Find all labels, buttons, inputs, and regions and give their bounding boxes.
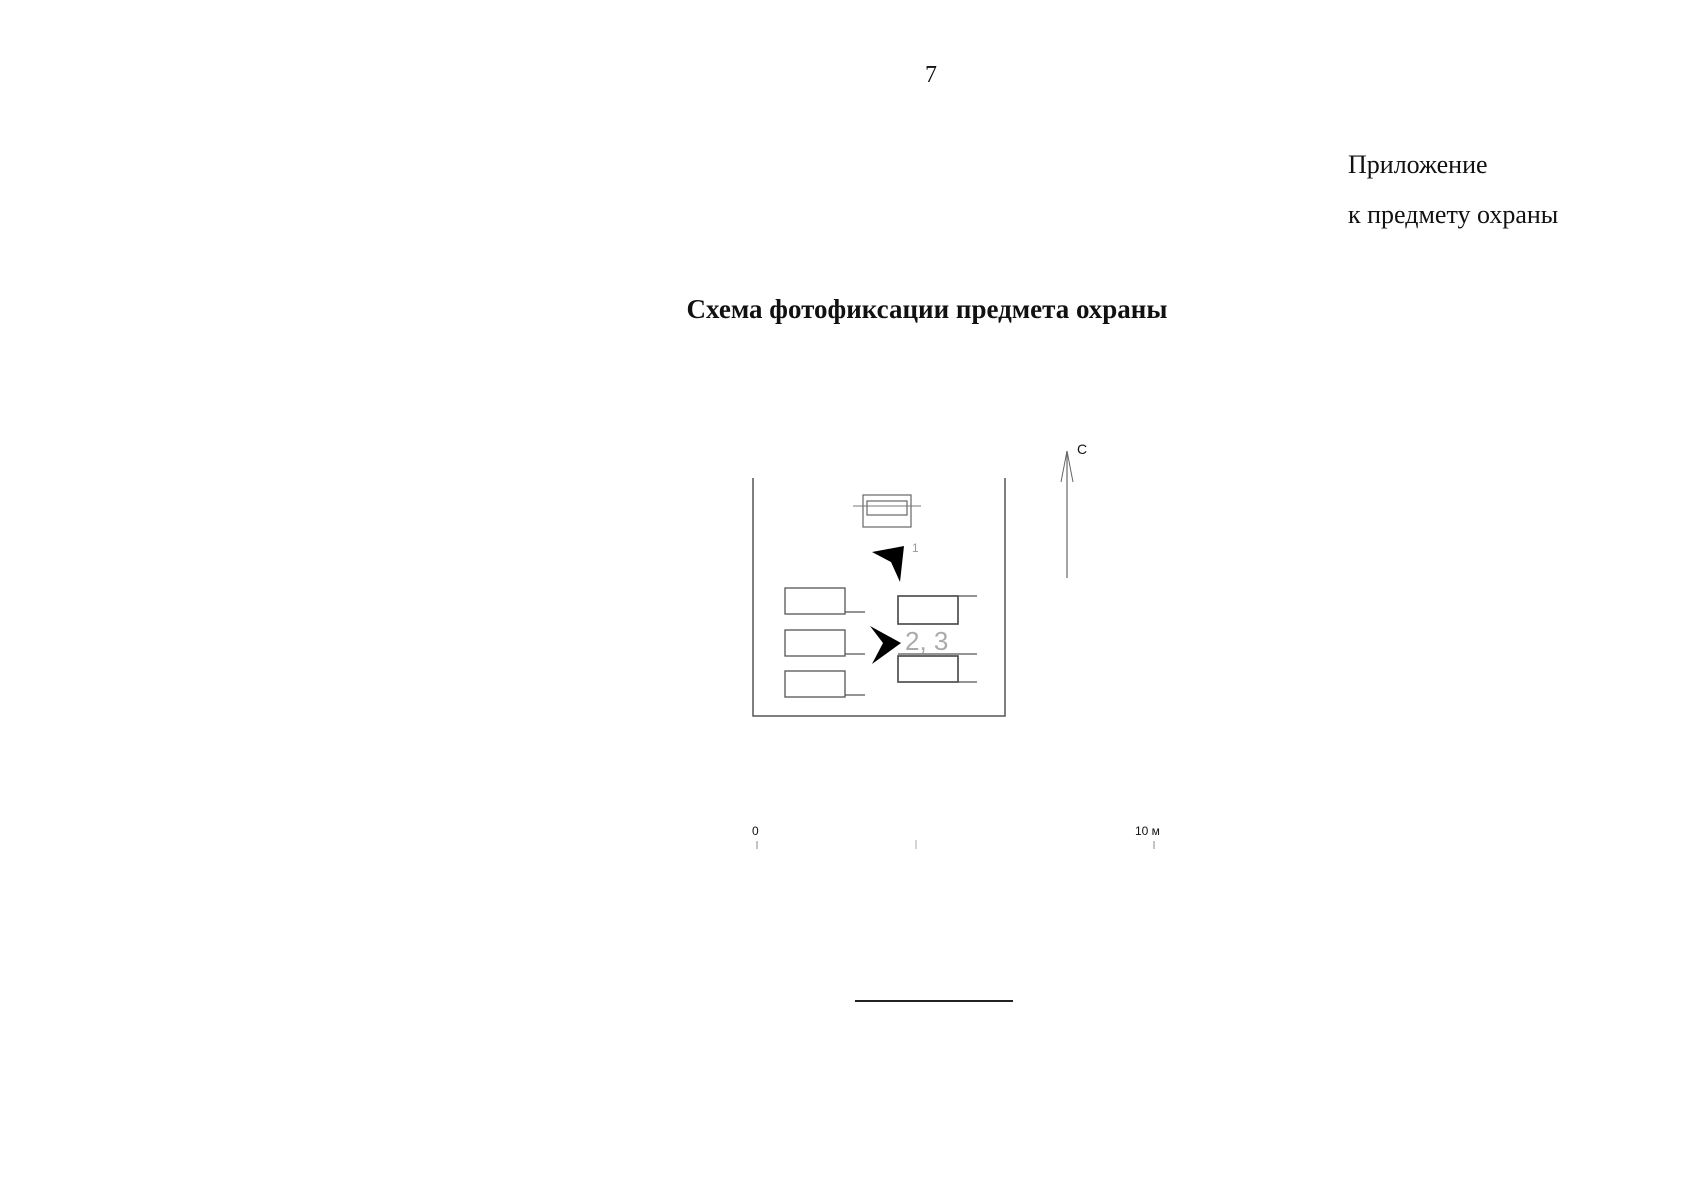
viewpoint-1-label: 1 [912,541,919,555]
site-boundary [753,478,1005,716]
appendix-line-1: Приложение [1348,150,1488,179]
viewpoint-2-3-label: 2, 3 [905,626,949,656]
document-title-text: Схема фотофиксации предмета охраны [686,294,1168,324]
page-number: 7 [925,62,937,88]
scale-start-label: 0 [752,824,759,838]
left-buildings [785,588,865,697]
scale-bar [757,840,1154,849]
north-arrow [1061,451,1073,578]
closing-rule [855,1000,1013,1002]
scale-end-label: 10 м [1135,824,1160,838]
north-label: С [1077,441,1088,457]
protected-building [853,495,921,527]
appendix-line-2: к предмету охраны [1348,200,1559,229]
viewpoint-1-marker [872,546,904,582]
viewpoint-2-3-marker [870,626,901,664]
